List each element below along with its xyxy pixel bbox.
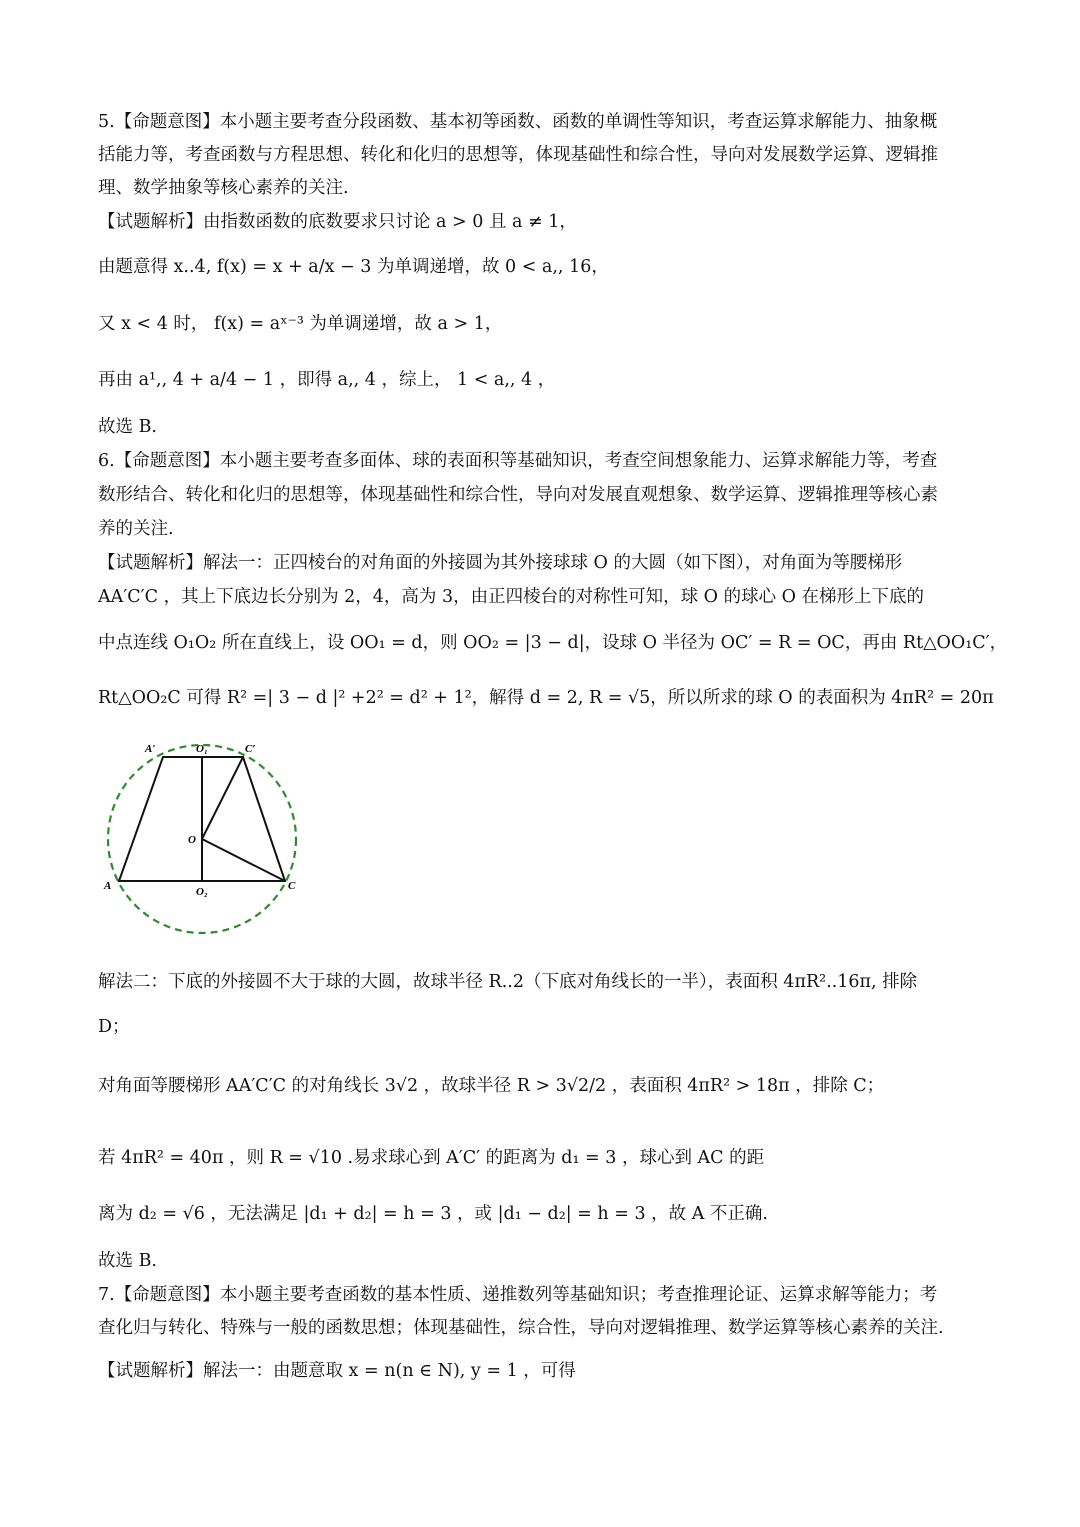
- line-5: 由题意得 x..4, f(x) = x + a/x − 3 为单调递增，故 0 < a,, 16，: [98, 257, 609, 277]
- label-a: A: [104, 880, 112, 892]
- line-14: 中点连线 O₁O₂ 所在直线上，设 OO₁ = d，则 OO₂ = |3 − d|，设球 O 半径为 OC′ = R = OC，再由 Rt△OO₁C′，: [98, 633, 1008, 653]
- line-22: 7.【命题意图】本小题主要考查函数的基本性质、递推数列等基础知识；考查推理论证、运算求解等能力；考: [98, 1285, 938, 1305]
- line-1: 5.【命题意图】本小题主要考查分段函数、基本初等函数、函数的单调性等知识，考查运算求解能力、抽象概: [98, 112, 938, 132]
- line-6: 又 x < 4 时， f(x) = aˣ⁻³ 为单调递增，故 a > 1，: [98, 314, 503, 334]
- line-20: 离为 d₂ = √6 ，无法满足 |d₁ + d₂| = h = 3 ，或 |d₁ − d₂| = h = 3 ，故 A 不正确.: [98, 1204, 768, 1224]
- label-c: C: [288, 880, 296, 892]
- label-c-prime: C′: [245, 743, 256, 755]
- line-10: 数形结合、转化和化归的思想等，体现基础性和综合性，导向对发展直观想象、数学运算、逻辑推理等核心素: [98, 485, 938, 505]
- label-a-prime: A′: [145, 743, 156, 755]
- segment-o-cprime: [202, 757, 243, 839]
- line-16: 解法二：下底的外接圆不大于球的大圆，故球半径 R..2（下底对角线长的一半），表面积 4πR²..16π, 排除: [98, 972, 918, 992]
- line-23: 查化归与转化、特殊与一般的函数思想；体现基础性，综合性，导向对逻辑推理、数学运算等核心素养的关注.: [98, 1318, 944, 1338]
- label-o2: O₂: [196, 886, 208, 898]
- line-4: 【试题解析】由指数函数的底数要求只讨论 a > 0 且 a ≠ 1，: [98, 212, 577, 232]
- label-o: O: [188, 834, 196, 846]
- line-17: D；: [98, 1017, 130, 1037]
- line-8: 故选 B.: [98, 417, 157, 437]
- line-7: 再由 a¹,, 4 + a/4 − 1 ，即得 a,, 4 ，综上， 1 < a,, 4 ，: [98, 370, 556, 390]
- line-9: 6.【命题意图】本小题主要考查多面体、球的表面积等基础知识，考查空间想象能力、运算求解能力等，考查: [98, 451, 938, 471]
- line-24: 【试题解析】解法一：由题意取 x = n(n ∈ N), y = 1 ，可得: [98, 1361, 576, 1381]
- line-12: 【试题解析】解法一：正四棱台的对角面的外接圆为其外接球球 O 的大圆（如下图），对角面为等腰梯形: [98, 553, 903, 573]
- line-3: 理、数学抽象等核心素养的关注.: [98, 178, 349, 198]
- line-21: 故选 B.: [98, 1251, 157, 1271]
- line-18: 对角面等腰梯形 AA′C′C 的对角线长 3√2 ，故球半径 R > 3√2/2 ，表面积 4πR² > 18π ，排除 C；: [98, 1076, 885, 1096]
- label-o1: O₁: [196, 743, 208, 755]
- line-19: 若 4πR² = 40π ，则 R = √10 .易求球心到 A′C′ 的距离为 d₁ = 3 ，球心到 AC 的距: [98, 1148, 765, 1168]
- line-15: Rt△OO₂C 可得 R² =| 3 − d |² +2² = d² + 1²，解得 d = 2, R = √5，所以所求的球 O 的表面积为 4πR² = 20π: [98, 688, 994, 708]
- line-2: 括能力等，考查函数与方程思想、转化和化归的思想等，体现基础性和综合性，导向对发展数学运算、逻辑推: [98, 145, 938, 165]
- trapezoid-figure: [95, 735, 315, 945]
- line-13: AA′C′C ，其上下底边长分别为 2，4，高为 3，由正四棱台的对称性可知，球 O 的球心 O 在梯形上下底的: [98, 587, 925, 607]
- line-11: 养的关注.: [98, 519, 174, 539]
